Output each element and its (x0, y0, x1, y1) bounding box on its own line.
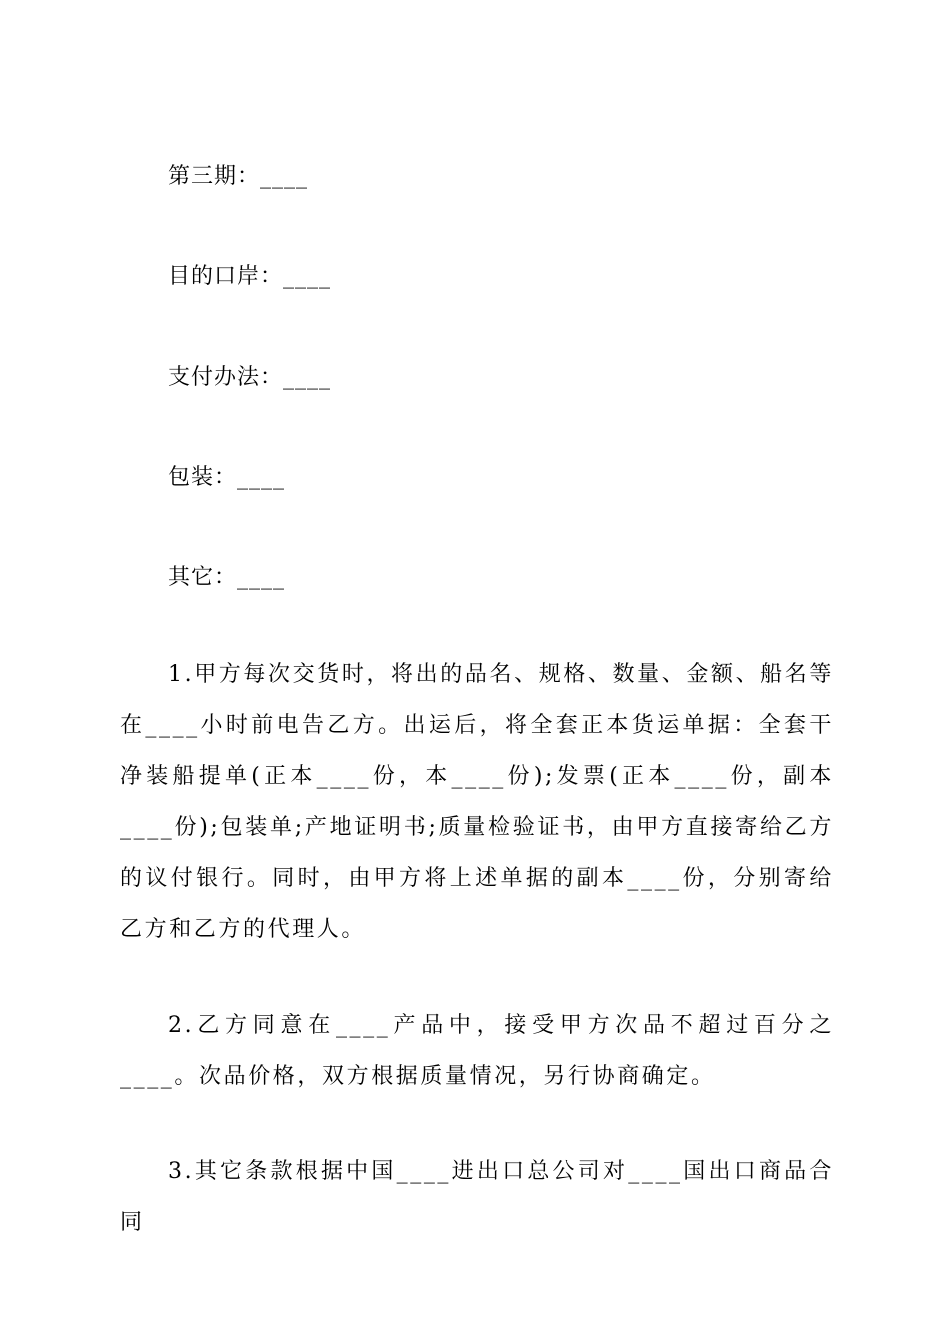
field-other: 其它：____ (168, 565, 286, 590)
paragraph-1-delivery-documents: 1.甲方每次交货时，将出的品名、规格、数量、金额、船名等在____小时前电告乙方。出运后，将全套正本货运单据：全套干净装船提单(正本____份，本____份);发票(正本____份，副本____份);包装单;产地证明书;质量检验证书，由甲方直接寄给乙方的议付银行。同时，由甲方将上述单据的副本____份，分别寄给乙方和乙方的代理人。 (120, 662, 834, 942)
field-destination-port: 目的口岸：____ (168, 264, 332, 289)
paragraph-3-other-terms: 3.其它条款根据中国____进出口总公司对____国出口商品合同 (120, 1159, 834, 1235)
field-payment-method: 支付办法：____ (168, 365, 332, 390)
paragraph-2-defective-goods: 2.乙方同意在____产品中，接受甲方次品不超过百分之____。次品价格，双方根据质量情况，另行协商确定。 (120, 1013, 834, 1089)
field-third-installment: 第三期：____ (168, 164, 309, 189)
field-packaging: 包装：____ (168, 465, 286, 490)
